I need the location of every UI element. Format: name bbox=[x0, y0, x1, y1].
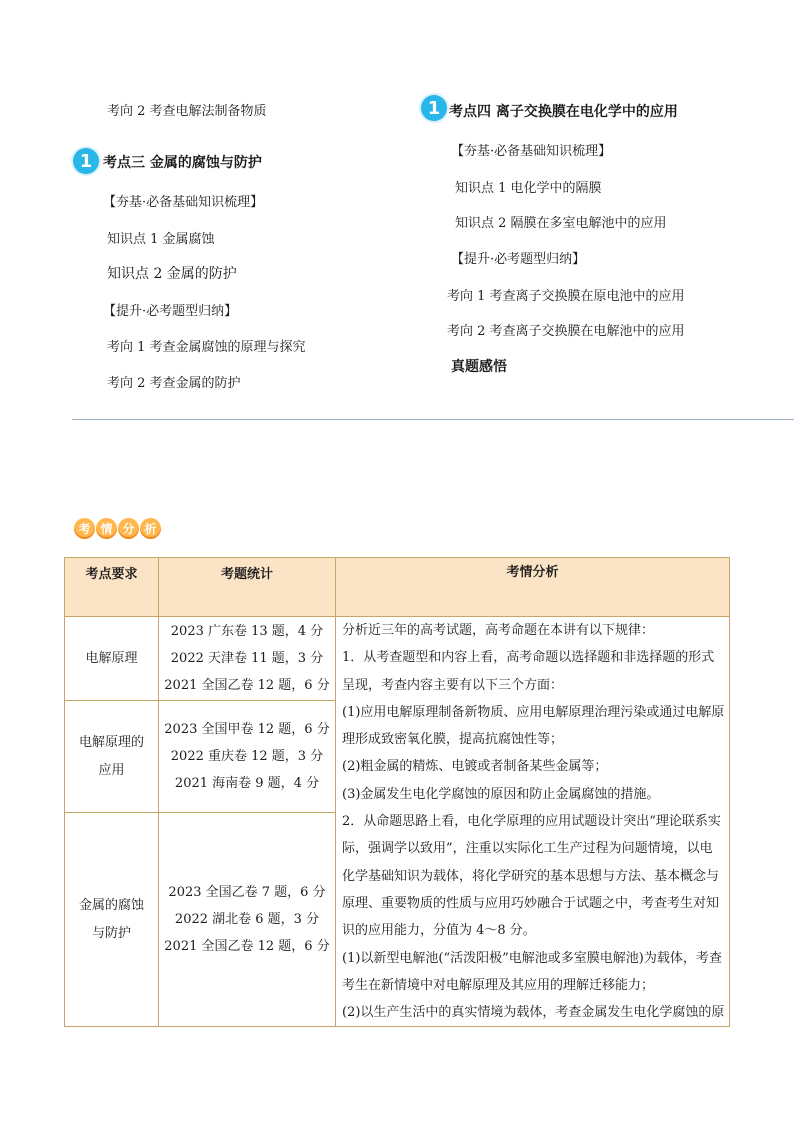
table-header-row bbox=[65, 558, 730, 617]
toc-improve-header: 【提升·必考题型归纳】 bbox=[103, 304, 238, 319]
table-row bbox=[65, 617, 730, 701]
header-statistics: 考题统计 bbox=[159, 558, 336, 617]
header-analysis: 考情分析 bbox=[336, 558, 730, 617]
requirement-cell: 电解原理 bbox=[65, 617, 159, 701]
tag-char: 情 bbox=[96, 518, 117, 539]
toc-basic-knowledge-header: 【夯基·必备基础知识梳理】 bbox=[103, 195, 264, 210]
toc-point-3-title[interactable]: 考点三 金属的腐蚀与防护 bbox=[103, 155, 262, 171]
analysis-cell: 分析近三年的高考试题，高考命题在本讲有以下规律： 1．从考查题型和内容上看，高考命题以选择题和非选择题的形式 呈现，考查内容主要有以下三个方面： (1)应用电解原理制备新物质、应用电解原理治理污染或通过电解原 理形成致密氧化膜，提高抗腐蚀性等； (2)粗金属的精炼、电镀或者制备某些金属等； (3)金属发生电化学腐蚀的原因和防止金属腐蚀的措施。 2．从命题思路上看，电化学原理的应用试题设计突出“理论联系实 际，强调学以致用”，注重以实际化工生产过程为问题情境，以电 化学基础知识为载体，将化学研究的基本思想与方法、基本概念与 原理、重要物质的性质与应用巧妙融合于试题之中，考查考生对知 识的应用能力，分值为 4～8 分。 (1)以新型电解池(“活泼阳极”电解池或多室膜电解池)为载体，考查 考生在新情境中对电解原理及其应用的理解迁移能力； (2)以生产生活中的真实情境为载体，考查金属发生电化学腐蚀的原 bbox=[336, 617, 730, 1027]
toc-knowledge-2[interactable]: 知识点 2 隔膜在多室电解池中的应用 bbox=[455, 216, 667, 231]
toc-direction-1[interactable]: 考向 1 考查离子交换膜在原电池中的应用 bbox=[447, 289, 685, 304]
toc-direction-1[interactable]: 考向 1 考查金属腐蚀的原理与探究 bbox=[107, 340, 306, 355]
tag-char: 分 bbox=[118, 518, 139, 539]
tag-char: 析 bbox=[140, 518, 161, 539]
point-number-badge: 1 bbox=[421, 95, 447, 121]
toc-knowledge-1[interactable]: 知识点 1 金属腐蚀 bbox=[107, 232, 215, 247]
toc-item-direction-2-electrolysis-prep[interactable]: 考向 2 考查电解法制备物质 bbox=[107, 104, 267, 119]
exam-analysis-table bbox=[64, 557, 730, 1027]
toc-direction-2[interactable]: 考向 2 考查离子交换膜在电解池中的应用 bbox=[447, 324, 685, 339]
toc-basic-knowledge-header: 【夯基·必备基础知识梳理】 bbox=[451, 144, 612, 159]
toc-direction-2[interactable]: 考向 2 考查金属的防护 bbox=[107, 376, 241, 391]
toc-knowledge-1[interactable]: 知识点 1 电化学中的隔膜 bbox=[455, 181, 602, 196]
toc-real-exam[interactable]: 真题感悟 bbox=[451, 359, 507, 375]
statistics-cell: 2023 广东卷 13 题，4 分 2022 天津卷 11 题，3 分 2021 全国乙卷 12 题，6 分 bbox=[159, 617, 336, 701]
toc-point-4-title[interactable]: 考点四 离子交换膜在电化学中的应用 bbox=[449, 104, 678, 120]
statistics-cell: 2023 全国乙卷 7 题，6 分 2022 湖北卷 6 题，3 分 2021 全国乙卷 12 题，6 分 bbox=[159, 813, 336, 1027]
toc-knowledge-2[interactable]: 知识点 2 金属的防护 bbox=[107, 266, 237, 282]
exam-analysis-tag bbox=[74, 514, 162, 542]
tag-char: 考 bbox=[74, 518, 95, 539]
statistics-cell: 2023 全国甲卷 12 题，6 分 2022 重庆卷 12 题，3 分 2021 海南卷 9 题，4 分 bbox=[159, 701, 336, 813]
requirement-cell: 电解原理的应用 bbox=[65, 701, 159, 813]
header-requirement: 考点要求 bbox=[65, 558, 159, 617]
toc-improve-header: 【提升·必考题型归纳】 bbox=[451, 252, 586, 267]
section-divider bbox=[72, 419, 794, 420]
requirement-cell: 金属的腐蚀与防护 bbox=[65, 813, 159, 1027]
point-number-badge: 1 bbox=[73, 148, 99, 174]
